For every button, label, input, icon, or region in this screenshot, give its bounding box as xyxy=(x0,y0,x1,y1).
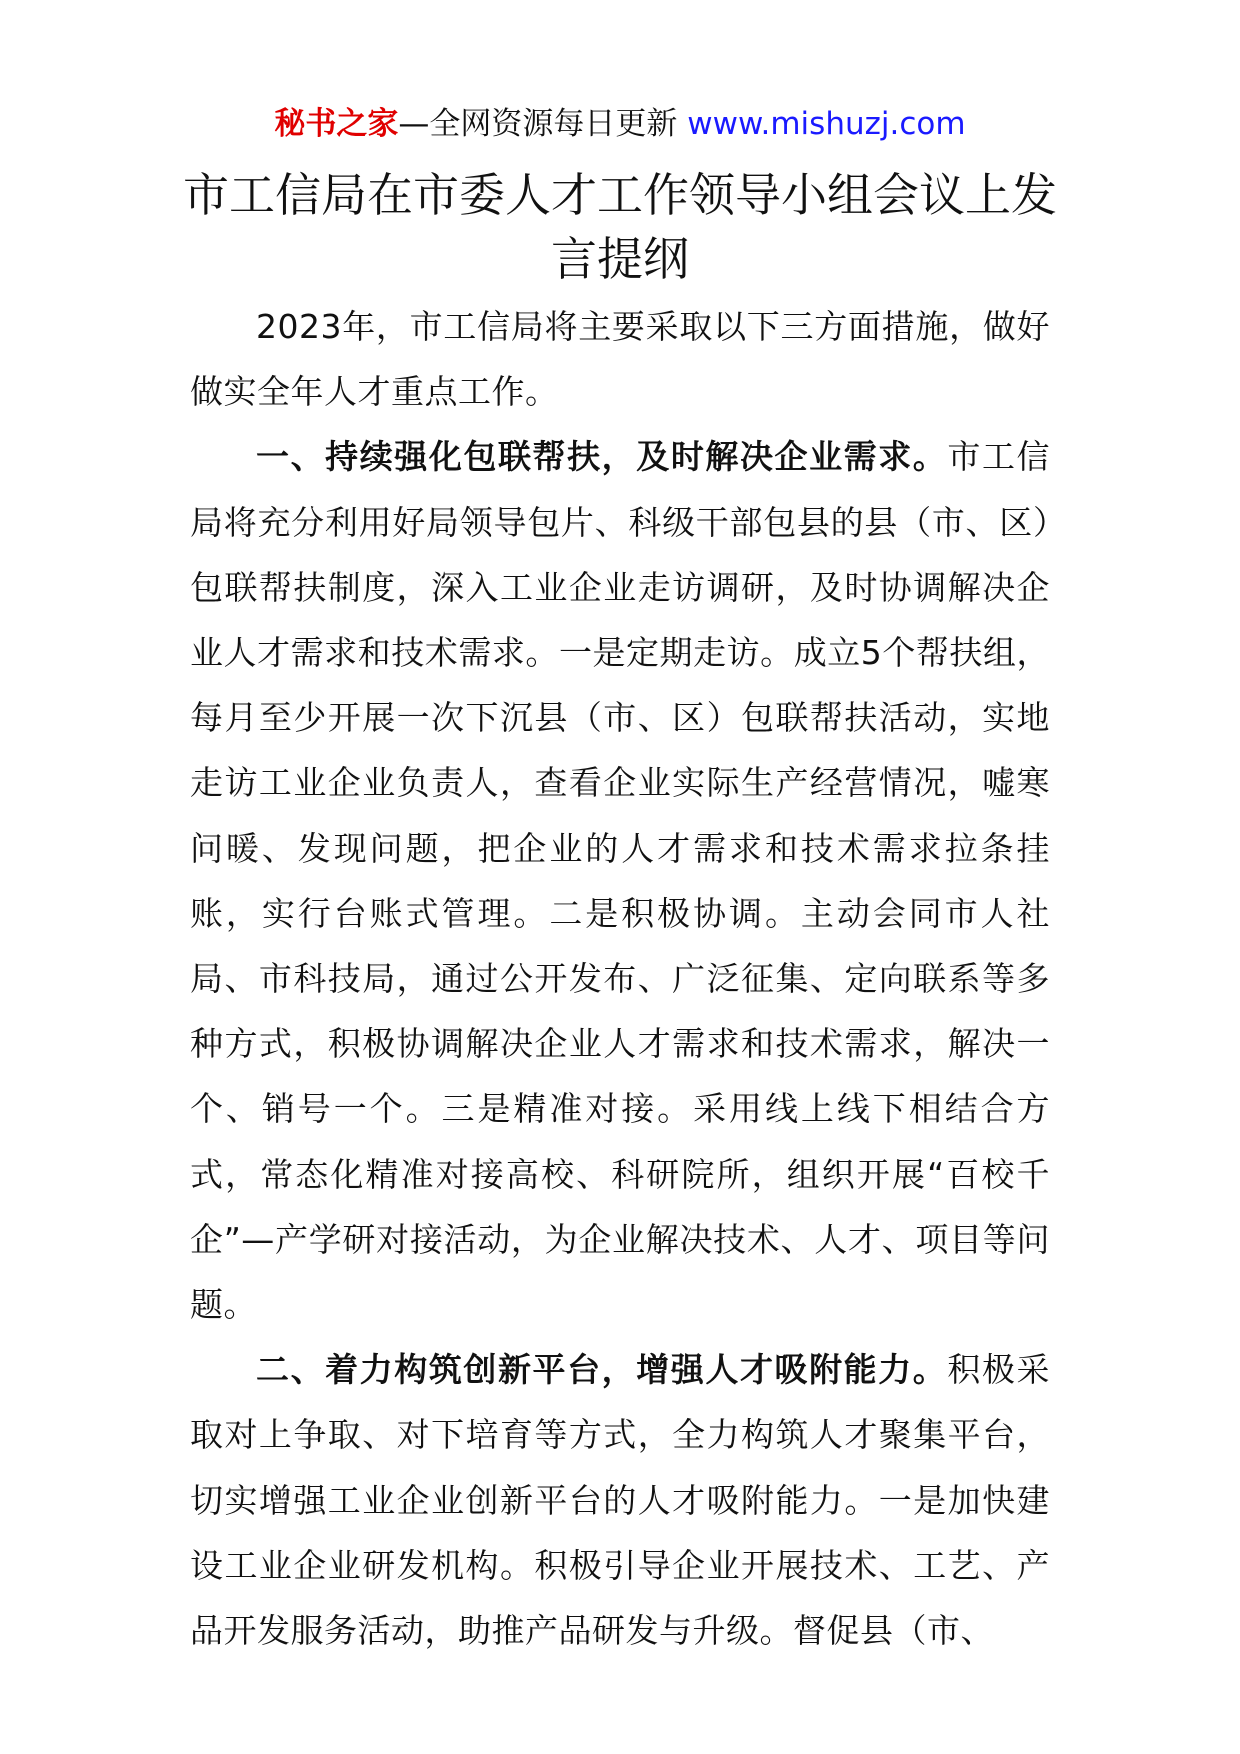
paragraph-heading: 一、持续强化包联帮扶，及时解决企业需求。 xyxy=(256,437,948,477)
brand-name: 秘书之家 xyxy=(274,106,399,142)
paragraph-intro xyxy=(190,294,1050,424)
paragraph-text: 2023年，市工信局将主要采取以下三方面措施，做好做实全年人才重点工作。 xyxy=(190,307,1050,412)
paragraph-heading: 二、着力构筑创新平台，增强人才吸附能力。 xyxy=(256,1350,948,1390)
site-url-link[interactable]: www.mishuzj.com xyxy=(687,106,966,142)
paragraph-section-2 xyxy=(190,1337,1050,1663)
paragraph-text: 积极采取对上争取、对下培育等方式，全力构筑人才聚集平台，切实增强工业企业创新平台的人才吸附能力。一是加快建设工业企业研发机构。积极引导企业开展技术、工艺、产品开发服务活动，助推产品研发与升级。督促县（市、 xyxy=(190,1350,1051,1651)
site-header xyxy=(0,104,1240,144)
paragraph-text: 市工信局将充分利用好局领导包片、科级干部包县的县（市、区）包联帮扶制度，深入工业企业走访调研，及时协调解决企业人才需求和技术需求。一是定期走访。成立5个帮扶组，每月至少开展一次下沉县（市、区）包联帮扶活动，实地走访工业企业负责人，查看企业实际生产经营情况，嘘寒问暖、发现问题，把企业的人才需求和技术需求拉条挂账，实行台账式管理。二是积极协调。主动会同市人社局、市科技局，通过公开发布、广泛征集、定向联系等多种方式，积极协调解决企业人才需求和技术需求，解决一个、销号一个。三是精准对接。采用线上线下相结合方式，常态化精准对接高校、科研院所，组织开展“百校千企”—产学研对接活动，为企业解决技术、人才、项目等问题。 xyxy=(190,437,1051,1325)
document-body xyxy=(190,294,1050,1663)
header-slogan: —全网资源每日更新 xyxy=(398,106,688,142)
paragraph-section-1 xyxy=(190,424,1050,1337)
document-title: 市工信局在市委人才工作领导小组会议上发言提纲 xyxy=(183,168,1057,286)
